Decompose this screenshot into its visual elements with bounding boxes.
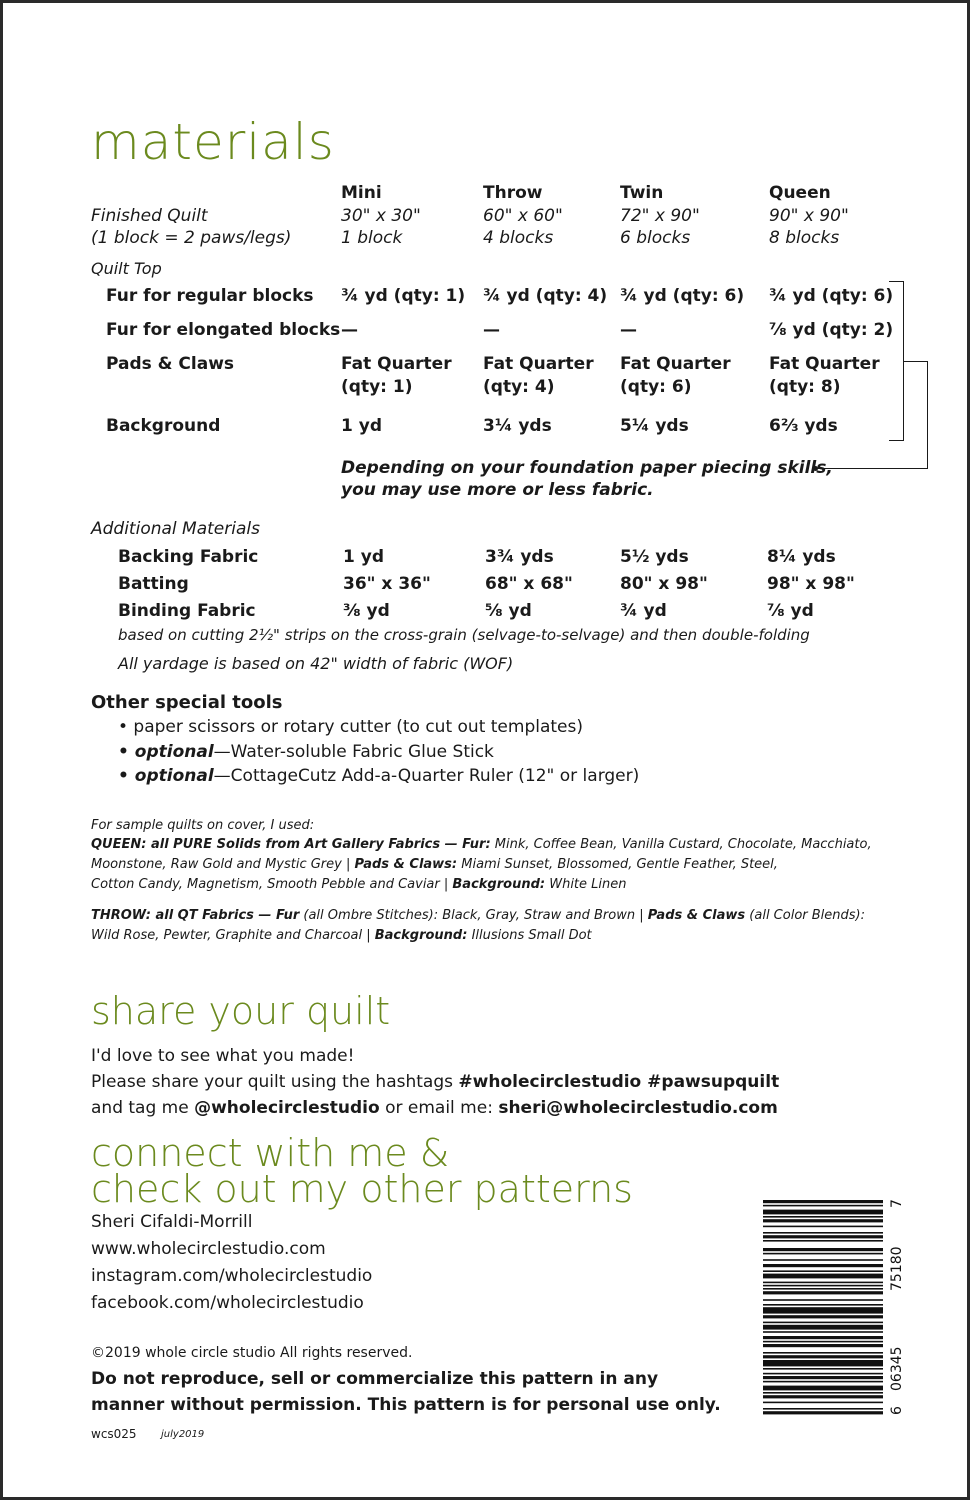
size-throw: 60" x 60" [483, 206, 563, 226]
barcode-bar [763, 1274, 883, 1279]
column-header-mini: Mini [341, 183, 382, 203]
throw-pads-label: Pads & Claws [647, 908, 746, 923]
cell-pads-qty-twin: (qty: 6) [620, 377, 692, 397]
cell-pads-qty-queen: (qty: 8) [769, 377, 841, 397]
cell-backing-queen: 8¼ yds [767, 547, 836, 567]
barcode-group-2: 75180 [889, 1246, 905, 1291]
column-header-throw: Throw [483, 183, 543, 203]
barcode-bar [763, 1235, 883, 1238]
finished-quilt-label: Finished Quilt [91, 206, 208, 226]
cell-fur-regular-twin: ¾ yd (qty: 6) [620, 286, 745, 306]
barcode-bar [763, 1259, 883, 1261]
yardage-note: All yardage is based on 42" width of fabric (WOF) [118, 654, 514, 673]
share-tag-intro: and tag me [91, 1098, 195, 1118]
row-label-batting: Batting [118, 574, 189, 594]
barcode-bar [763, 1226, 883, 1228]
throw-pads-list: Wild Rose, Pewter, Graphite and Charcoal | [91, 928, 375, 943]
cell-backing-twin: 5½ yds [620, 547, 689, 567]
row-label-fur-regular: Fur for regular blocks [106, 286, 314, 306]
block-note-label: (1 block = 2 paws/legs) [91, 228, 292, 248]
cell-backing-throw: 3¾ yds [485, 547, 554, 567]
share-heading: share your quilt [91, 989, 391, 1033]
barcode-graphic [763, 1196, 905, 1418]
optional-label: • optional [118, 742, 214, 762]
cell-background-twin: 5¼ yds [620, 416, 689, 436]
barcode-bar [763, 1216, 883, 1218]
barcode-bar [763, 1219, 883, 1222]
barcode-bar [763, 1253, 883, 1255]
row-label-fur-elongated: Fur for elongated blocks [106, 320, 341, 340]
cell-background-throw: 3¼ yds [483, 416, 552, 436]
bracket-connector-top [904, 361, 928, 362]
column-header-queen: Queen [769, 183, 831, 203]
cell-background-mini: 1 yd [341, 416, 382, 436]
cell-binding-mini: ⅜ yd [343, 601, 390, 621]
barcode-bar [763, 1307, 883, 1313]
barcode-digit-end: 7 [889, 1199, 905, 1208]
copyright-notice: ©2019 whole circle studio All rights reserved. [91, 1345, 413, 1361]
queen-background-value: White Linen [545, 877, 627, 892]
share-line-3 [91, 1098, 778, 1118]
row-label-pads-claws: Pads & Claws [106, 354, 235, 374]
tool-item-glue-text: —Water-soluble Fabric Glue Stick [213, 742, 494, 762]
share-line-1: I'd love to see what you made! [91, 1046, 355, 1066]
reproduction-warning-line-1: Do not reproduce, sell or commercialize this pattern in any [91, 1369, 659, 1389]
barcode-bar [763, 1240, 883, 1242]
barcode-group-1: 06345 [889, 1346, 905, 1391]
pattern-date: july2019 [161, 1429, 205, 1440]
barcode-bar [763, 1352, 883, 1354]
samples-queen-line-1 [91, 837, 872, 852]
tool-item-scissors: • paper scissors or rotary cutter (to cut out templates) [118, 717, 583, 737]
connect-heading-line-1: connect with me & [91, 1131, 450, 1175]
cell-fur-regular-queen: ¾ yd (qty: 6) [769, 286, 894, 306]
share-hashtags: #wholecirclestudio #pawsupquilt [458, 1072, 780, 1092]
queen-pads-list: Miami Sunset, Blossomed, Gentle Feather, Steel, [457, 857, 778, 872]
blocks-twin: 6 blocks [620, 228, 691, 248]
cell-batting-mini: 36" x 36" [343, 574, 431, 594]
throw-heading: THROW: all QT Fabrics — Fur [91, 908, 300, 923]
barcode-bar [763, 1325, 883, 1330]
blocks-throw: 4 blocks [483, 228, 554, 248]
tool-item-ruler [118, 766, 639, 786]
barcode-bar [763, 1408, 883, 1410]
barcode-bar [763, 1205, 883, 1207]
pattern-code: wcs025 [91, 1427, 137, 1441]
cell-batting-throw: 68" x 68" [485, 574, 573, 594]
barcode-bar [763, 1368, 883, 1370]
cell-fur-elongated-queen: ⅞ yd (qty: 2) [769, 320, 894, 340]
barcode-bar [763, 1322, 883, 1324]
queen-background-label: Background: [452, 877, 546, 892]
tool-item-ruler-text: —CottageCutz Add-a-Quarter Ruler (12" or larger) [213, 766, 640, 786]
tools-title: Other special tools [91, 692, 283, 713]
cell-pads-queen: Fat Quarter [769, 354, 880, 374]
connect-heading-line-2: check out my other patterns [91, 1167, 633, 1211]
barcode-bar [763, 1210, 883, 1215]
barcode-bar [763, 1336, 883, 1339]
samples-intro: For sample quilts on cover, I used: [91, 818, 315, 833]
throw-background-label: Background: [374, 928, 468, 943]
cell-pads-qty-throw: (qty: 4) [483, 377, 555, 397]
fabric-note-line-1: Depending on your foundation paper piecing skills, [341, 458, 833, 478]
queen-pads-list-cont: Cotton Candy, Magnetism, Smooth Pebble and Caviar | [91, 877, 453, 892]
instagram-link: instagram.com/wholecirclestudio [91, 1266, 373, 1286]
samples-throw-line-2 [91, 928, 592, 943]
throw-pads-note: (all Color Blends): [745, 908, 865, 923]
row-label-backing: Backing Fabric [118, 547, 259, 567]
quilt-top-bracket [889, 281, 904, 441]
barcode-bar [763, 1411, 883, 1414]
row-label-background: Background [106, 416, 221, 436]
cell-pads-twin: Fat Quarter [620, 354, 731, 374]
share-handle: @wholecirclestudio [194, 1098, 380, 1118]
share-hashtag-intro: Please share your quilt using the hashtags [91, 1072, 459, 1092]
reproduction-warning-line-2: manner without permission. This pattern is for personal use only. [91, 1395, 721, 1415]
samples-queen-line-2 [91, 857, 778, 872]
barcode-bar [763, 1299, 883, 1301]
cell-batting-twin: 80" x 98" [620, 574, 708, 594]
barcode-bar [763, 1392, 883, 1394]
bracket-connector-bottom [817, 468, 928, 469]
barcode-bar [763, 1341, 883, 1343]
website-link: www.wholecirclestudio.com [91, 1239, 326, 1259]
binding-note: based on cutting 2½" strips on the cross-grain (selvage-to-selvage) and then double-folding [118, 626, 810, 644]
barcode-bar [763, 1355, 883, 1358]
cell-pads-qty-mini: (qty: 1) [341, 377, 413, 397]
barcode-bar [763, 1270, 883, 1272]
barcode-bar [763, 1381, 883, 1383]
materials-heading: materials [91, 113, 335, 171]
row-label-binding: Binding Fabric [118, 601, 256, 621]
throw-background-value: Illusions Small Dot [467, 928, 592, 943]
size-queen: 90" x 90" [769, 206, 849, 226]
barcode-bar [763, 1200, 883, 1203]
cell-fur-regular-mini: ¾ yd (qty: 1) [341, 286, 466, 306]
barcode-bar [763, 1291, 883, 1294]
cell-binding-throw: ⅝ yd [485, 601, 532, 621]
barcode-bar [763, 1285, 883, 1287]
cell-pads-throw: Fat Quarter [483, 354, 594, 374]
barcode-digit-start: 6 [889, 1406, 905, 1415]
upc-barcode [763, 1196, 905, 1418]
barcode-bar [763, 1376, 883, 1379]
samples-queen-line-3 [91, 877, 627, 892]
cell-fur-elongated-throw: — [483, 320, 500, 340]
size-mini: 30" x 30" [341, 206, 421, 226]
cell-batting-queen: 98" x 98" [767, 574, 855, 594]
share-email-intro: or email me: [379, 1098, 499, 1118]
cell-pads-mini: Fat Quarter [341, 354, 452, 374]
quilt-top-label: Quilt Top [91, 259, 162, 278]
barcode-bar [763, 1360, 883, 1366]
barcode-bar [763, 1315, 883, 1318]
barcode-bar [763, 1232, 883, 1234]
fabric-note-line-2: you may use more or less fabric. [341, 480, 654, 500]
barcode-bar [763, 1288, 883, 1290]
tool-item-glue-stick [118, 742, 494, 762]
queen-pads-label: Pads & Claws: [354, 857, 458, 872]
size-twin: 72" x 90" [620, 206, 700, 226]
facebook-link: facebook.com/wholecirclestudio [91, 1293, 364, 1313]
bracket-connector-vertical [927, 361, 928, 468]
cell-binding-queen: ⅞ yd [767, 601, 814, 621]
barcode-bar [763, 1331, 883, 1333]
barcode-bar [763, 1386, 883, 1391]
barcode-bar [763, 1264, 883, 1267]
blocks-queen: 8 blocks [769, 228, 840, 248]
barcode-bar [763, 1304, 883, 1306]
additional-materials-label: Additional Materials [91, 519, 260, 539]
barcode-bar [763, 1248, 883, 1251]
cell-fur-regular-throw: ¾ yd (qty: 4) [483, 286, 608, 306]
blocks-mini: 1 block [341, 228, 403, 248]
column-header-twin: Twin [620, 183, 664, 203]
barcode-bar [763, 1282, 883, 1284]
queen-fur-list: Mink, Coffee Bean, Vanilla Custard, Chocolate, Macchiato, [490, 837, 872, 852]
cell-binding-twin: ¾ yd [620, 601, 667, 621]
barcode-bar [763, 1373, 883, 1375]
throw-fur-list: (all Ombre Stitches): Black, Gray, Straw and Brown | [299, 908, 648, 923]
share-email: sheri@wholecirclestudio.com [498, 1098, 778, 1118]
barcode-bar [763, 1344, 883, 1347]
designer-name: Sheri Cifaldi-Morrill [91, 1212, 253, 1232]
queen-heading: QUEEN: all PURE Solids from Art Gallery Fabrics — Fur: [91, 837, 491, 852]
queen-fur-list-cont: Moonstone, Raw Gold and Mystic Grey | [91, 857, 355, 872]
cell-backing-mini: 1 yd [343, 547, 384, 567]
cell-fur-elongated-mini: — [341, 320, 358, 340]
cell-background-queen: 6⅔ yds [769, 416, 838, 436]
share-line-2 [91, 1072, 779, 1092]
optional-label: • optional [118, 766, 214, 786]
barcode-bar [763, 1395, 883, 1398]
samples-throw-line-1 [91, 908, 865, 923]
barcode-bar [763, 1402, 883, 1404]
cell-fur-elongated-twin: — [620, 320, 637, 340]
